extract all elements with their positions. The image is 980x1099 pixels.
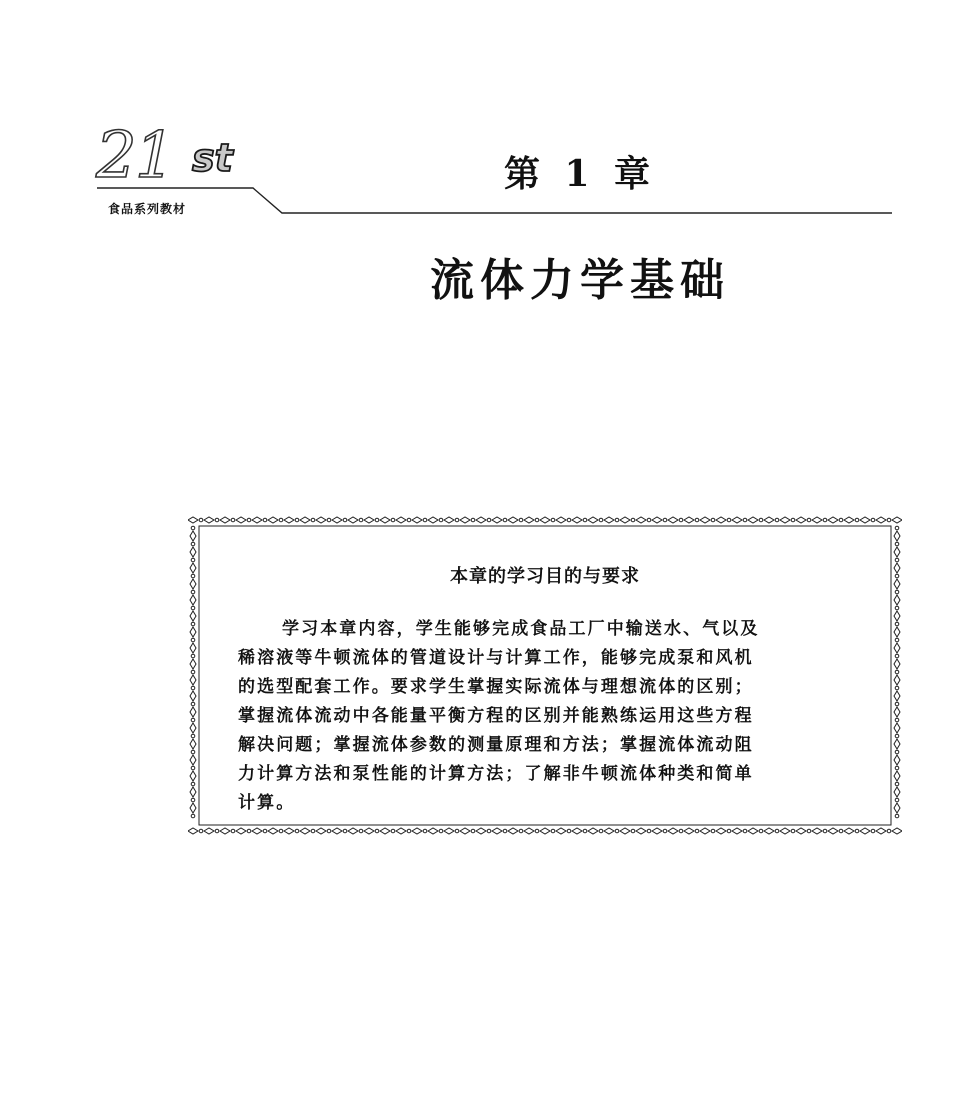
objectives-line: 学习本章内容，学生能够完成食品工厂中输送水、气以及 xyxy=(282,619,760,639)
chapter-title: 流体力学基础 xyxy=(430,255,730,306)
objectives-line: 掌握流体流动中各能量平衡方程的区别并能熟练运用这些方程 xyxy=(238,706,754,726)
series-logo-suffix: st xyxy=(192,136,233,180)
objectives-text xyxy=(238,615,856,818)
series-logo-number: 21 xyxy=(96,119,174,193)
objectives-line: 力计算方法和泵性能的计算方法；了解非牛顿流体种类和简单 xyxy=(238,764,754,784)
objectives-heading: 本章的学习目的与要求 xyxy=(450,566,640,587)
objectives-line: 的选型配套工作。要求学生掌握实际流体与理想流体的区别； xyxy=(238,677,754,697)
objectives-line: 解决问题；掌握流体参数的测量原理和方法；掌握流体流动阻 xyxy=(238,735,754,755)
series-name: 食品系列教材 xyxy=(108,202,187,216)
objectives-line: 稀溶液等牛顿流体的管道设计与计算工作，能够完成泵和风机 xyxy=(238,648,754,668)
objectives-line: 计算。 xyxy=(238,793,296,813)
objectives-box xyxy=(188,515,902,836)
chapter-number: 第 1 章 xyxy=(503,153,657,195)
series-logo xyxy=(96,119,266,219)
